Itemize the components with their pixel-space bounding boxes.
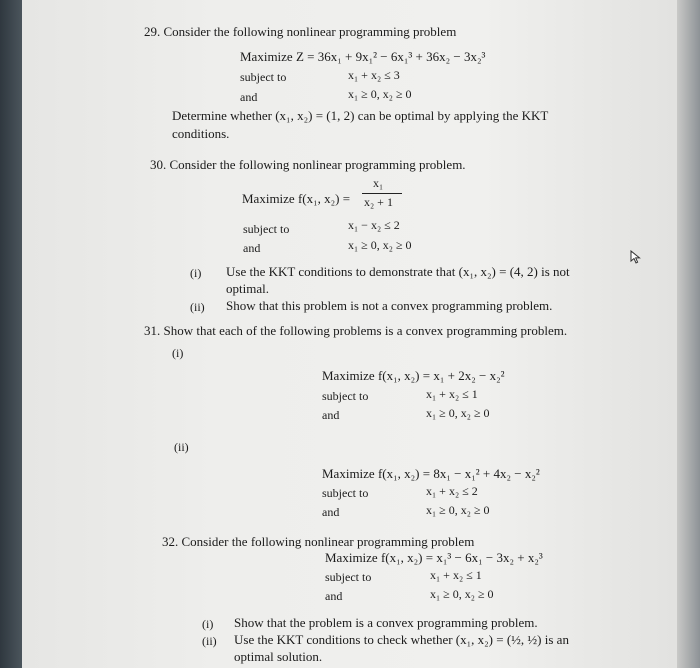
q30-constraint-1: x₁ − x₂ ≤ 2	[348, 218, 400, 232]
q30-part-ii-line: Show that this problem is not a convex programming problem.	[226, 298, 553, 313]
q31-i-constraint-2: x₁ ≥ 0, x₂ ≥ 0	[426, 406, 490, 420]
q30-and: and	[243, 241, 261, 255]
q29-task-line-2: conditions.	[172, 126, 230, 141]
q32-part-i-line: Show that the problem is a convex programming problem.	[234, 615, 538, 630]
q30-part-ii-label: (ii)	[190, 300, 205, 314]
q32-constraint-2: x₁ ≥ 0, x₂ ≥ 0	[430, 587, 494, 601]
q31-ii-subject-to: subject to	[322, 486, 369, 500]
document-page	[22, 0, 677, 668]
q30-part-i-label: (i)	[190, 266, 202, 280]
q32-part-ii-line-1: Use the KKT conditions to check whether (x₁, x₂) = (½, ½) is an	[234, 632, 569, 647]
q32-constraint-1: x₁ + x₂ ≤ 1	[430, 568, 482, 582]
fraction-bar	[362, 193, 402, 194]
q30-part-i-line-2: optimal.	[226, 281, 269, 296]
background-left-edge	[0, 0, 22, 668]
q32-and: and	[325, 589, 343, 603]
q30-objective: Maximize f(x₁, x₂) =	[242, 191, 351, 206]
q31-ii-and: and	[322, 505, 340, 519]
q29-objective: Maximize Z = 36x₁ + 9x₁² − 6x₁³ + 36x₂ − 3x₂³	[240, 49, 486, 64]
background-right-edge	[677, 0, 700, 668]
q30-part-i-line-1: Use the KKT conditions to demonstrate that (x₁, x₂) = (4, 2) is not	[226, 264, 570, 279]
q32-part-i-label: (i)	[202, 617, 214, 631]
q29-task-line-1: Determine whether (x₁, x₂) = (1, 2) can be optimal by applying the KKT	[172, 108, 549, 123]
q30-subject-to: subject to	[243, 222, 290, 236]
q32-objective: Maximize f(x₁, x₂) = x₁³ − 6x₁ − 3x₂ + x₂³	[325, 550, 543, 565]
q30-denominator: x₂ + 1	[364, 195, 393, 209]
q29-constraint-2: x₁ ≥ 0, x₂ ≥ 0	[348, 87, 412, 101]
q31-i-objective: Maximize f(x₁, x₂) = x₁ + 2x₂ − x₂²	[322, 368, 505, 383]
q30-heading: 30. Consider the following nonlinear programming problem.	[150, 157, 466, 172]
q31-part-i-label: (i)	[172, 346, 184, 360]
q31-ii-constraint-2: x₁ ≥ 0, x₂ ≥ 0	[426, 503, 490, 517]
q31-i-subject-to: subject to	[322, 389, 369, 403]
q29-heading: 29. Consider the following nonlinear programming problem	[144, 24, 457, 39]
q29-constraint-1: x₁ + x₂ ≤ 3	[348, 68, 400, 82]
q31-ii-constraint-1: x₁ + x₂ ≤ 2	[426, 484, 478, 498]
q31-i-constraint-1: x₁ + x₂ ≤ 1	[426, 387, 478, 401]
q32-part-ii-label: (ii)	[202, 634, 217, 648]
mouse-pointer-icon	[630, 250, 643, 269]
q30-constraint-2: x₁ ≥ 0, x₂ ≥ 0	[348, 238, 412, 252]
q32-heading: 32. Consider the following nonlinear programming problem	[162, 534, 475, 549]
q32-part-ii-line-2: optimal solution.	[234, 649, 323, 664]
q32-subject-to: subject to	[325, 570, 372, 584]
q30-numerator: x₁	[373, 176, 384, 190]
q31-i-and: and	[322, 408, 340, 422]
q31-heading: 31. Show that each of the following problems is a convex programming problem.	[144, 323, 568, 338]
q29-subject-to: subject to	[240, 70, 287, 84]
q29-and: and	[240, 90, 258, 104]
q31-ii-objective: Maximize f(x₁, x₂) = 8x₁ − x₁² + 4x₂ − x₂²	[322, 466, 540, 481]
q31-part-ii-label: (ii)	[174, 440, 189, 454]
